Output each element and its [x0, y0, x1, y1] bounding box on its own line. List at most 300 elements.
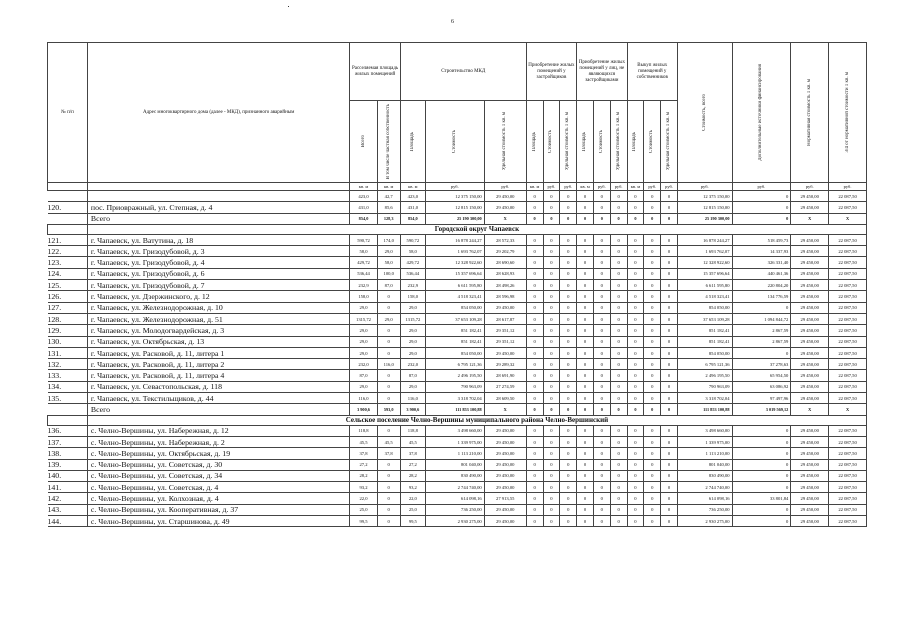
table-body: [48, 191, 867, 527]
table-cell: 232,9: [400, 280, 425, 291]
row-number: 124.: [48, 268, 88, 279]
table-cell: 0: [526, 325, 543, 336]
table-cell: 0: [610, 291, 627, 302]
table-cell: 0: [610, 359, 627, 370]
table-cell: 0: [627, 246, 644, 257]
table-cell: 0: [610, 381, 627, 392]
table-cell: 0: [593, 302, 610, 313]
table-cell: 0: [543, 336, 560, 347]
sub-header: Площадь: [577, 101, 594, 183]
table-cell: 0: [560, 393, 577, 404]
table-cell: 232,9: [350, 280, 377, 291]
table-cell: 2 496 195,50: [425, 370, 484, 381]
row-number: 134.: [48, 381, 88, 392]
table-cell: 29,0: [350, 381, 377, 392]
table-cell: 232,0: [400, 359, 425, 370]
table-cell: 0: [560, 336, 577, 347]
row-address: г. Чапаевск, ул. Расковой, д. 11, литера 1: [87, 347, 349, 358]
table-cell: 93,2: [400, 482, 425, 493]
table-cell: 0: [610, 246, 627, 257]
table-cell: 0: [526, 459, 543, 470]
table-cell: 0: [377, 381, 400, 392]
table-cell: 27 274,59: [484, 381, 526, 392]
table-cell: 28 596,98: [484, 291, 526, 302]
table-cell: 0: [526, 202, 543, 213]
table-cell: 0: [610, 257, 627, 268]
table-cell: 0: [577, 470, 594, 481]
total-row: [48, 213, 867, 224]
table-cell: 0: [577, 246, 594, 257]
table-cell: 0: [732, 202, 791, 213]
table-cell: 0: [560, 493, 577, 504]
table-cell: 0: [543, 448, 560, 459]
row-number: 123.: [48, 257, 88, 268]
table-cell: 0: [593, 470, 610, 481]
table-cell: 2 930 275,00: [677, 516, 732, 527]
table-cell: 2 744 740,00: [677, 482, 732, 493]
row-address: г. Чапаевск, ул. Молодогвардейская, д. 3: [87, 325, 349, 336]
table-cell: 134 776,59: [732, 291, 791, 302]
table-row: [48, 470, 867, 481]
table-cell: 0: [377, 325, 400, 336]
table-row: [48, 393, 867, 404]
table-cell: 0: [732, 436, 791, 447]
table-cell: 0: [377, 504, 400, 515]
table-cell: 29 450,00: [791, 246, 829, 257]
table-cell: 29 202,79: [484, 246, 526, 257]
table-cell: 0: [732, 482, 791, 493]
table-cell: 29,0: [350, 325, 377, 336]
table-cell: 158,0: [400, 291, 425, 302]
table-cell: 0: [661, 470, 678, 481]
table-cell: 0: [610, 234, 627, 245]
table-cell: 28 691,90: [484, 370, 526, 381]
table-cell: 1 113 210,00: [425, 448, 484, 459]
table-cell: 29 450,00: [791, 336, 829, 347]
table-cell: 0: [661, 280, 678, 291]
table-cell: 0: [661, 381, 678, 392]
table-cell: 790 963,09: [425, 381, 484, 392]
table-cell: 16 878 244,27: [425, 234, 484, 245]
table-cell: 0: [560, 191, 577, 202]
table-cell: 29,0: [400, 347, 425, 358]
table-cell: 0: [560, 381, 577, 392]
table-cell: 0: [377, 336, 400, 347]
table-cell: 0: [644, 280, 661, 291]
table-cell: 6 611 595,80: [425, 280, 484, 291]
table-cell: 0: [577, 448, 594, 459]
table-cell: 1 094 844,72: [732, 313, 791, 324]
table-cell: 29 450,00: [791, 459, 829, 470]
table-cell: 0: [644, 425, 661, 436]
table-cell: 29,0: [377, 246, 400, 257]
table-cell: 0: [560, 302, 577, 313]
table-cell: 158,0: [350, 291, 377, 302]
table-cell: 440 461,36: [732, 268, 791, 279]
row-address: г. Чапаевск, ул. Железнодорожная, д. 10: [87, 302, 349, 313]
table-cell: 0: [593, 381, 610, 392]
table-cell: 58,0: [350, 246, 377, 257]
table-cell: 1 693 762,07: [425, 246, 484, 257]
unit-cell: руб.: [791, 183, 829, 191]
table-cell: 790 963,09: [677, 381, 732, 392]
sub-header: В том числе частная собственность: [377, 101, 400, 183]
row-address: с. Челно-Вершины, ул. Колхозная, д. 4: [87, 493, 349, 504]
table-cell: 29 450,00: [484, 482, 526, 493]
table-cell: 0: [593, 359, 610, 370]
table-cell: 22 087,50: [829, 280, 867, 291]
table-cell: 29 450,00: [484, 448, 526, 459]
table-cell: 0: [526, 302, 543, 313]
table-cell: 29 450,00: [791, 291, 829, 302]
table-cell: 0: [526, 359, 543, 370]
table-cell: 29 450,00: [791, 470, 829, 481]
table-cell: 22 087,50: [829, 436, 867, 447]
table-cell: 58,0: [377, 257, 400, 268]
table-cell: 0: [593, 313, 610, 324]
row-number: 142.: [48, 493, 88, 504]
table-cell: 29 450,00: [791, 493, 829, 504]
table-cell: 0: [577, 393, 594, 404]
table-cell: 22 087,50: [829, 381, 867, 392]
table-cell: 45,5: [350, 436, 377, 447]
table-cell: 0: [644, 459, 661, 470]
table-cell: 0: [526, 493, 543, 504]
table-cell: 593,0: [377, 404, 400, 415]
table-cell: X: [791, 213, 829, 224]
table-cell: 29 450,00: [484, 459, 526, 470]
table-cell: 0: [644, 381, 661, 392]
table-cell: 22 087,50: [829, 393, 867, 404]
section-title: Городской округ Чапаевск: [87, 224, 866, 234]
table-cell: 3 900,6: [400, 404, 425, 415]
table-cell: 423,0: [350, 191, 377, 202]
table-cell: 0: [526, 516, 543, 527]
row-address: г. Чапаевск, ул. Гризодубовой, д. 4: [87, 257, 349, 268]
table-cell: 0: [627, 436, 644, 447]
table-row: [48, 448, 867, 459]
table-row: [48, 482, 867, 493]
table-cell: 0: [526, 436, 543, 447]
table-row: [48, 313, 867, 324]
col-header-address: Адрес многоквартирного дома (далее - МКД), признанного аварийным: [87, 43, 349, 183]
table-cell: 0: [577, 268, 594, 279]
col-header-total-cost: Стоимость, всего: [677, 43, 732, 183]
table-cell: 0: [377, 516, 400, 527]
table-cell: 22 087,50: [829, 325, 867, 336]
table-cell: 431,0: [350, 202, 377, 213]
table-cell: 118,8: [350, 425, 377, 436]
table-cell: 29,0: [350, 336, 377, 347]
table-cell: 0: [526, 234, 543, 245]
col-header-extra: Дополнительные источники финансирования: [732, 43, 791, 183]
table-cell: 0: [644, 234, 661, 245]
group-header-resettled: Расселяемая площадь жилых помещений: [350, 43, 400, 101]
sub-header: Площадь: [400, 101, 425, 183]
table-cell: 0: [661, 370, 678, 381]
table-cell: 0: [644, 325, 661, 336]
table-cell: 1 113 210,00: [677, 448, 732, 459]
table-cell: 85,6: [377, 202, 400, 213]
table-row: [48, 246, 867, 257]
table-cell: 22 087,50: [829, 459, 867, 470]
table-cell: 37 653 109,28: [677, 313, 732, 324]
row-number: 141.: [48, 482, 88, 493]
table-cell: 37 653 109,28: [425, 313, 484, 324]
table-cell: 116,0: [377, 359, 400, 370]
table-cell: 16 878 244,27: [677, 234, 732, 245]
table-cell: 854,0: [350, 213, 377, 224]
table-cell: 0: [526, 336, 543, 347]
table-cell: 0: [627, 425, 644, 436]
table-cell: 0: [661, 459, 678, 470]
unit-cell: кв. м: [377, 183, 400, 191]
table-cell: 0: [543, 359, 560, 370]
table-cell: 2 744 740,00: [425, 482, 484, 493]
table-cell: 0: [610, 325, 627, 336]
register-table: [47, 42, 867, 527]
table-cell: 232,0: [350, 359, 377, 370]
table-cell: 0: [377, 347, 400, 358]
section-row: [48, 415, 867, 425]
table-cell: 12 328 922,60: [677, 257, 732, 268]
table-cell: 99,5: [350, 516, 377, 527]
table-cell: [48, 224, 88, 234]
table-cell: 0: [644, 191, 661, 202]
table-cell: 0: [543, 213, 560, 224]
table-cell: 111 853 100,88: [677, 404, 732, 415]
table-cell: 851 182,41: [677, 336, 732, 347]
table-cell: 22 087,50: [829, 202, 867, 213]
table-cell: 45,5: [400, 436, 425, 447]
row-address: [87, 191, 349, 202]
table-cell: 4 518 323,41: [677, 291, 732, 302]
table-cell: 0: [593, 482, 610, 493]
table-cell: 0: [661, 268, 678, 279]
table-cell: 0: [732, 459, 791, 470]
unit-cell: руб.: [829, 183, 867, 191]
table-cell: 0: [560, 291, 577, 302]
table-cell: 429,72: [400, 257, 425, 268]
table-cell: 28 628,93: [484, 268, 526, 279]
table-cell: 0: [593, 234, 610, 245]
table-cell: 0: [627, 313, 644, 324]
table-cell: 29,0: [400, 336, 425, 347]
section-title: Сельское поселение Челно-Вершины муниципального района Челно-Вершинский: [87, 415, 866, 425]
table-cell: 29 450,00: [791, 359, 829, 370]
table-cell: 37,8: [377, 448, 400, 459]
table-cell: 0: [560, 325, 577, 336]
table-cell: 0: [593, 246, 610, 257]
table-cell: 0: [560, 482, 577, 493]
table-cell: 27,2: [350, 459, 377, 470]
table-cell: 29 450,00: [484, 516, 526, 527]
table-cell: 0: [732, 425, 791, 436]
table-cell: 0: [526, 448, 543, 459]
table-cell: 29 450,00: [791, 482, 829, 493]
table-cell: [48, 415, 88, 425]
table-cell: 0: [644, 448, 661, 459]
table-cell: 0: [627, 448, 644, 459]
table-cell: 0: [644, 257, 661, 268]
table-cell: 25,0: [350, 504, 377, 515]
table-cell: 37 278,63: [732, 359, 791, 370]
table-cell: 0: [644, 493, 661, 504]
row-number: 126.: [48, 291, 88, 302]
table-cell: 854 050,00: [677, 347, 732, 358]
row-address: г. Чапаевск, ул. Расковой, д. 11, литера 4: [87, 370, 349, 381]
table-cell: 0: [610, 370, 627, 381]
table-cell: 0: [661, 436, 678, 447]
table-cell: 3 900,6: [350, 404, 377, 415]
table-cell: 2 867,59: [732, 336, 791, 347]
table-cell: 0: [732, 347, 791, 358]
table-cell: 22 087,50: [829, 336, 867, 347]
table-cell: 29 450,00: [791, 425, 829, 436]
table-cell: 429,72: [350, 257, 377, 268]
table-cell: 0: [543, 202, 560, 213]
row-number: 120.: [48, 202, 88, 213]
table-cell: 29 450,00: [791, 302, 829, 313]
table-cell: 0: [661, 425, 678, 436]
table-cell: 0: [661, 291, 678, 302]
table-cell: 0: [543, 370, 560, 381]
table-cell: 28 609,50: [484, 393, 526, 404]
table-cell: 0: [627, 302, 644, 313]
table-cell: 0: [560, 280, 577, 291]
row-number: 138.: [48, 448, 88, 459]
row-number: 139.: [48, 459, 88, 470]
table-cell: 0: [543, 470, 560, 481]
table-cell: 0: [661, 325, 678, 336]
table-cell: 2 930 275,00: [425, 516, 484, 527]
table-cell: 0: [593, 257, 610, 268]
table-cell: 0: [593, 268, 610, 279]
table-row: [48, 291, 867, 302]
table-cell: 22 087,50: [829, 268, 867, 279]
table-cell: 29 450,00: [484, 425, 526, 436]
table-cell: 0: [526, 347, 543, 358]
table-cell: 0: [577, 459, 594, 470]
row-number: 125.: [48, 280, 88, 291]
table-cell: 12 375 150,00: [677, 191, 732, 202]
table-cell: 830 490,00: [677, 470, 732, 481]
table-cell: 28 690,60: [484, 257, 526, 268]
table-cell: 0: [577, 516, 594, 527]
table-cell: 1 339 975,00: [677, 436, 732, 447]
table-cell: 0: [644, 504, 661, 515]
table-cell: 614 098,16: [425, 493, 484, 504]
table-row: [48, 347, 867, 358]
table-cell: 0: [661, 347, 678, 358]
table-cell: 29,0: [400, 381, 425, 392]
table-cell: 0: [593, 291, 610, 302]
table-cell: 29 450,00: [791, 268, 829, 279]
table-cell: 0: [560, 436, 577, 447]
table-cell: 0: [543, 234, 560, 245]
table-cell: 0: [593, 448, 610, 459]
table-cell: 0: [526, 291, 543, 302]
table-cell: 0: [543, 516, 560, 527]
table-cell: 0: [627, 280, 644, 291]
row-address: г. Чапаевск, ул. Дзержинского, д. 12: [87, 291, 349, 302]
table-cell: 0: [610, 313, 627, 324]
row-number: 127.: [48, 302, 88, 313]
table-cell: 0: [560, 257, 577, 268]
table-cell: 0: [543, 393, 560, 404]
table-cell: 0: [661, 234, 678, 245]
table-cell: 0: [593, 404, 610, 415]
table-cell: 0: [593, 280, 610, 291]
table-cell: 0: [526, 482, 543, 493]
table-cell: 0: [577, 482, 594, 493]
unit-cell: руб.: [610, 183, 627, 191]
unit-cell: руб.: [661, 183, 678, 191]
table-cell: 0: [661, 393, 678, 404]
table-cell: 0: [610, 448, 627, 459]
table-row: [48, 425, 867, 436]
table-cell: 65 954,50: [732, 370, 791, 381]
table-row: [48, 381, 867, 392]
unit-cell: кв. м: [350, 183, 377, 191]
table-cell: 0: [610, 459, 627, 470]
table-cell: 0: [644, 213, 661, 224]
table-cell: 0: [577, 213, 594, 224]
table-cell: 29,0: [400, 325, 425, 336]
table-cell: 29,0: [350, 302, 377, 313]
sub-header: Удельная стоимость 1 кв. м: [484, 101, 526, 183]
table-cell: 736 250,00: [677, 504, 732, 515]
table-cell: 0: [543, 381, 560, 392]
sub-header: Стоимость: [425, 101, 484, 183]
table-cell: 29 351,12: [484, 336, 526, 347]
table-cell: 0: [543, 482, 560, 493]
row-number: 135.: [48, 393, 88, 404]
table-cell: 28,2: [350, 470, 377, 481]
table-cell: 12 815 150,00: [425, 202, 484, 213]
table-cell: 22 087,50: [829, 482, 867, 493]
table-cell: 116,0: [350, 393, 377, 404]
table-cell: 93,2: [350, 482, 377, 493]
table-cell: 29 450,00: [791, 370, 829, 381]
table-cell: 0: [644, 202, 661, 213]
row-number: [48, 213, 88, 224]
table-cell: 45,5: [377, 436, 400, 447]
table-cell: 22 087,50: [829, 425, 867, 436]
table-cell: 22 087,50: [829, 504, 867, 515]
row-address: с. Челно-Вершины, ул. Советская, д. 34: [87, 470, 349, 481]
table-cell: 0: [577, 404, 594, 415]
table-cell: 0: [377, 459, 400, 470]
table-cell: 3 318 702,04: [425, 393, 484, 404]
table-cell: 0: [644, 393, 661, 404]
col-header-norm: Нормативная стоимость 1 кв. м: [791, 43, 829, 183]
table-cell: 0: [661, 336, 678, 347]
table-cell: 22 087,50: [829, 448, 867, 459]
table-cell: 0: [526, 504, 543, 515]
table-cell: 33 801,84: [732, 493, 791, 504]
table-cell: 0: [610, 425, 627, 436]
group-header-acquire-other: Приобретение жилых помещений у лиц, не являющихся застройщиками: [577, 43, 627, 101]
sub-header: Удельная стоимость 1 кв. м: [610, 101, 627, 183]
table-cell: 29 450,00: [484, 470, 526, 481]
sub-header: Всего: [350, 101, 377, 183]
table-cell: 0: [627, 470, 644, 481]
table-cell: 0: [627, 370, 644, 381]
table-cell: 0: [577, 257, 594, 268]
table-cell: 0: [644, 436, 661, 447]
table-cell: 99,5: [400, 516, 425, 527]
